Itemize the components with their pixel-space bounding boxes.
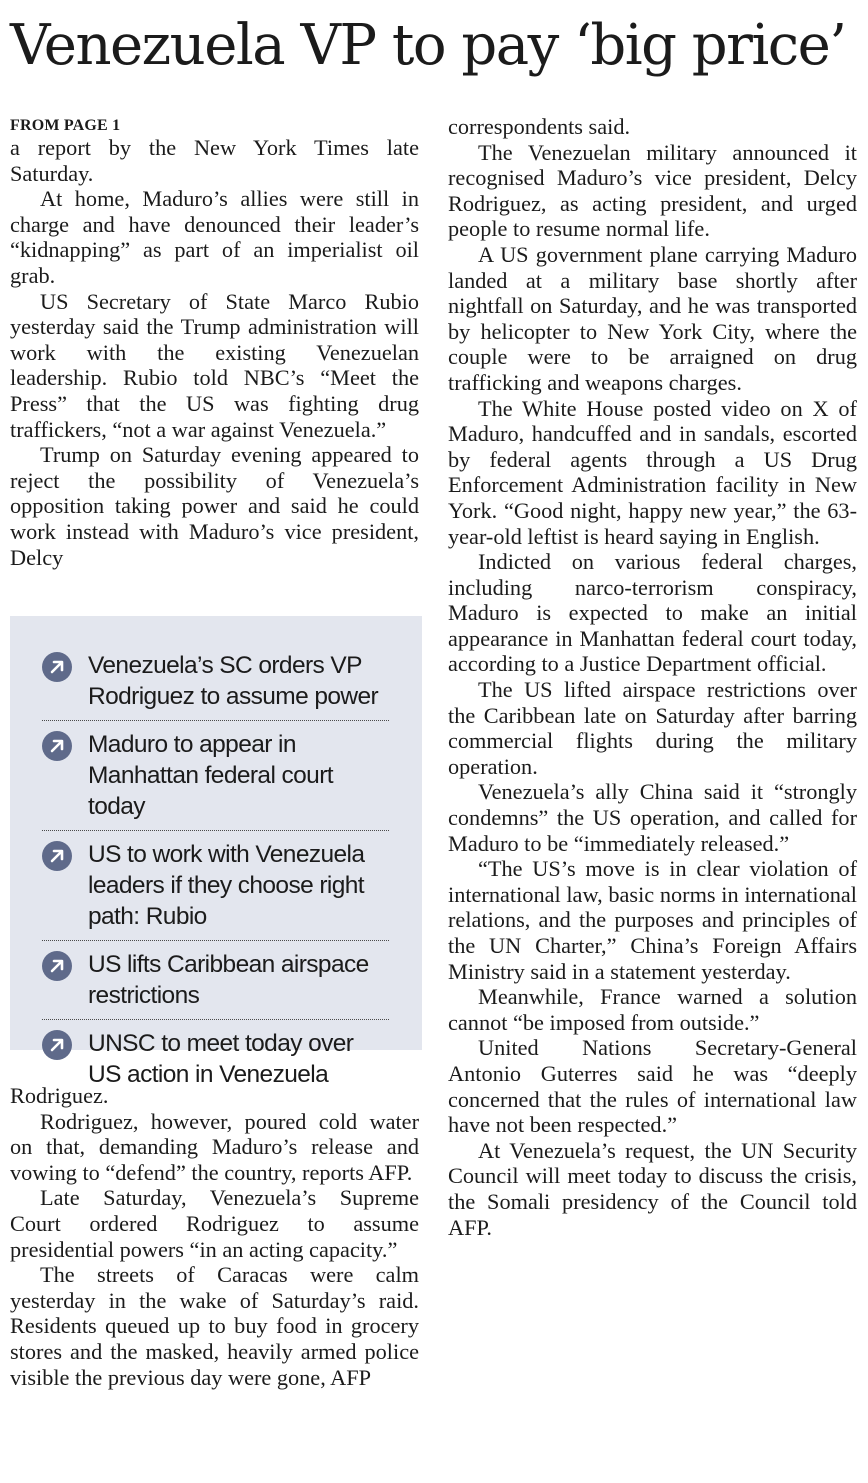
paragraph: Late Saturday, Venezuela’s Supreme Court ordered Rodriguez to assume presidential powers “in an acting capacity.” <box>10 1185 419 1262</box>
paragraph: correspondents said. <box>448 114 631 139</box>
highlight-item[interactable] <box>42 721 389 831</box>
highlights-box <box>10 616 422 1088</box>
arrow-bullet-icon <box>42 951 72 981</box>
arrow-bullet-icon <box>42 1030 72 1060</box>
column-1-bottom <box>10 1083 419 1390</box>
arrow-bullet-icon <box>42 652 72 682</box>
paragraph: The White House posted video on X of Maduro, handcuffed and in sandals, escorted by federal agents through a US Drug Enforcement Administration facility in New York. “Good night, happy new year,” the 63-year-old leftist is heard saying in English. <box>448 395 857 549</box>
paragraph: The US lifted airspace restrictions over the Caribbean late on Saturday after barring commercial flights during the military operation. <box>448 677 857 779</box>
arrow-bullet-icon <box>42 731 72 761</box>
paragraph: A US government plane carrying Maduro landed at a military base shortly after nightfall on Saturday, and he was transported by helicopter to New York City, where the couple were to be arraigned on drug trafficking and weapons charges. <box>448 241 857 395</box>
paragraph: Meanwhile, France warned a solution cannot “be imposed from outside.” <box>448 984 857 1035</box>
kicker-from-page-1: FROM PAGE 1 <box>10 117 121 134</box>
highlight-item[interactable] <box>42 642 389 721</box>
highlight-item[interactable] <box>42 941 389 1020</box>
paragraph: The Venezuelan military announced it recognised Maduro’s vice president, Delcy Rodriguez, as acting president, and urged people to resume normal life. <box>448 139 857 242</box>
paragraph: Indicted on various federal charges, including narco-terrorism conspiracy, Maduro is expected to make an initial appearance in Manhattan federal court today, according to a Justice Department official. <box>448 549 857 677</box>
highlight-text: Venezuela’s SC orders VP Rodriguez to assume power <box>88 652 379 710</box>
paragraph: At Venezuela’s request, the UN Security Council will meet today to discuss the crisis, the Somali presidency of the Council told AFP. <box>448 1137 857 1240</box>
arrow-bullet-icon <box>42 841 72 871</box>
paragraph: a report by the New York Times late Saturday. <box>10 135 419 186</box>
paragraph: The streets of Caracas were calm yesterday in the wake of Saturday’s raid. Residents queued up to buy food in grocery stores and the masked, heavily armed police visible the previous day were gone, AFP <box>10 1262 419 1390</box>
column-1-top <box>10 116 419 570</box>
highlight-text: UNSC to meet today over US action in Venezuela <box>88 1030 354 1088</box>
paragraph: Trump on Saturday evening appeared to reject the possibility of Venezuela’s opposition taking power and said he could work instead with Maduro’s vice president, Delcy <box>10 442 419 570</box>
paragraph: United Nations Secretary-General Antonio Guterres said he was “deeply concerned that the rules of international law have not been respected.” <box>448 1035 857 1138</box>
paragraph: Rodriguez, however, poured cold water on that, demanding Maduro’s release and vowing to “defend” the country, reports AFP. <box>10 1108 419 1185</box>
paragraph: At home, Maduro’s allies were still in charge and have denounced their leader’s “kidnapping” as part of an imperialist oil grab. <box>10 186 419 288</box>
highlight-item[interactable] <box>42 831 389 941</box>
highlight-text: US lifts Caribbean airspace restrictions <box>88 951 369 1009</box>
highlight-text: Maduro to appear in Manhattan federal court today <box>88 731 333 820</box>
column-2 <box>448 114 857 1240</box>
paragraph: Rodriguez. <box>10 1083 109 1108</box>
highlight-text: US to work with Venezuela leaders if they choose right path: Rubio <box>88 841 365 930</box>
headline: Venezuela VP to pay ‘big price’ <box>10 13 846 78</box>
paragraph: “The US’s move is in clear violation of international law, basic norms in international relations, and the purposes and principles of the UN Charter,” China’s Foreign Affairs Ministry said in a statement yesterday. <box>448 856 857 984</box>
paragraph: US Secretary of State Marco Rubio yesterday said the Trump administration will work with the existing Venezuelan leadership. Rubio told NBC’s “Meet the Press” that the US was fighting drug traffickers, “not a war against Venezuela.” <box>10 288 419 442</box>
paragraph: Venezuela’s ally China said it “strongly condemns” the US operation, and called for Maduro to be “immediately released.” <box>448 779 857 856</box>
